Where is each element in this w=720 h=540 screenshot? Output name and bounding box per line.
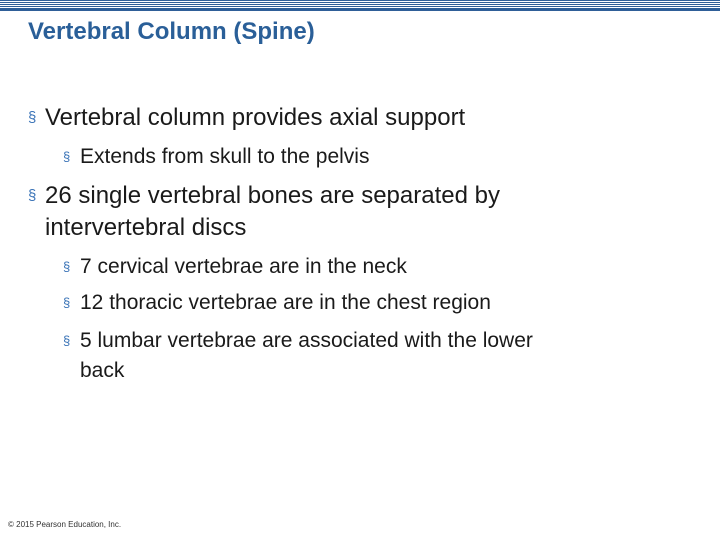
bullet-text: 12 thoracic vertebrae are in the chest region	[80, 291, 491, 314]
sub-bullet-lumbar	[63, 326, 533, 386]
bullet-text: Extends from skull to the pelvis	[80, 145, 370, 168]
bullet-marker-icon: §	[63, 295, 71, 310]
sub-bullet-thoracic	[63, 288, 491, 318]
sub-bullet-cervical	[63, 252, 407, 282]
bullet-marker-icon: §	[63, 333, 71, 348]
copyright-footer: © 2015 Pearson Education, Inc.	[8, 520, 122, 529]
bullet-marker-icon: §	[28, 187, 37, 204]
bullet-vertebral-bones	[28, 180, 500, 244]
bullet-text: 7 cervical vertebrae are in the neck	[80, 255, 407, 278]
bullet-text-line2: back	[80, 359, 125, 382]
bullet-marker-icon: §	[63, 149, 71, 164]
sub-bullet-skull-to-pelvis	[63, 142, 369, 172]
bullet-text: Vertebral column provides axial support	[45, 104, 466, 131]
bullet-axial-support	[28, 102, 465, 134]
bullet-text-line1: 26 single vertebral bones are separated by	[45, 182, 500, 209]
bullet-marker-icon: §	[63, 259, 71, 274]
bullet-marker-icon: §	[28, 109, 37, 126]
bullet-text-line1: 5 lumbar vertebrae are associated with the lower	[80, 329, 533, 352]
bullet-text-line2: intervertebral discs	[45, 214, 247, 241]
slide-title: Vertebral Column (Spine)	[28, 18, 315, 45]
